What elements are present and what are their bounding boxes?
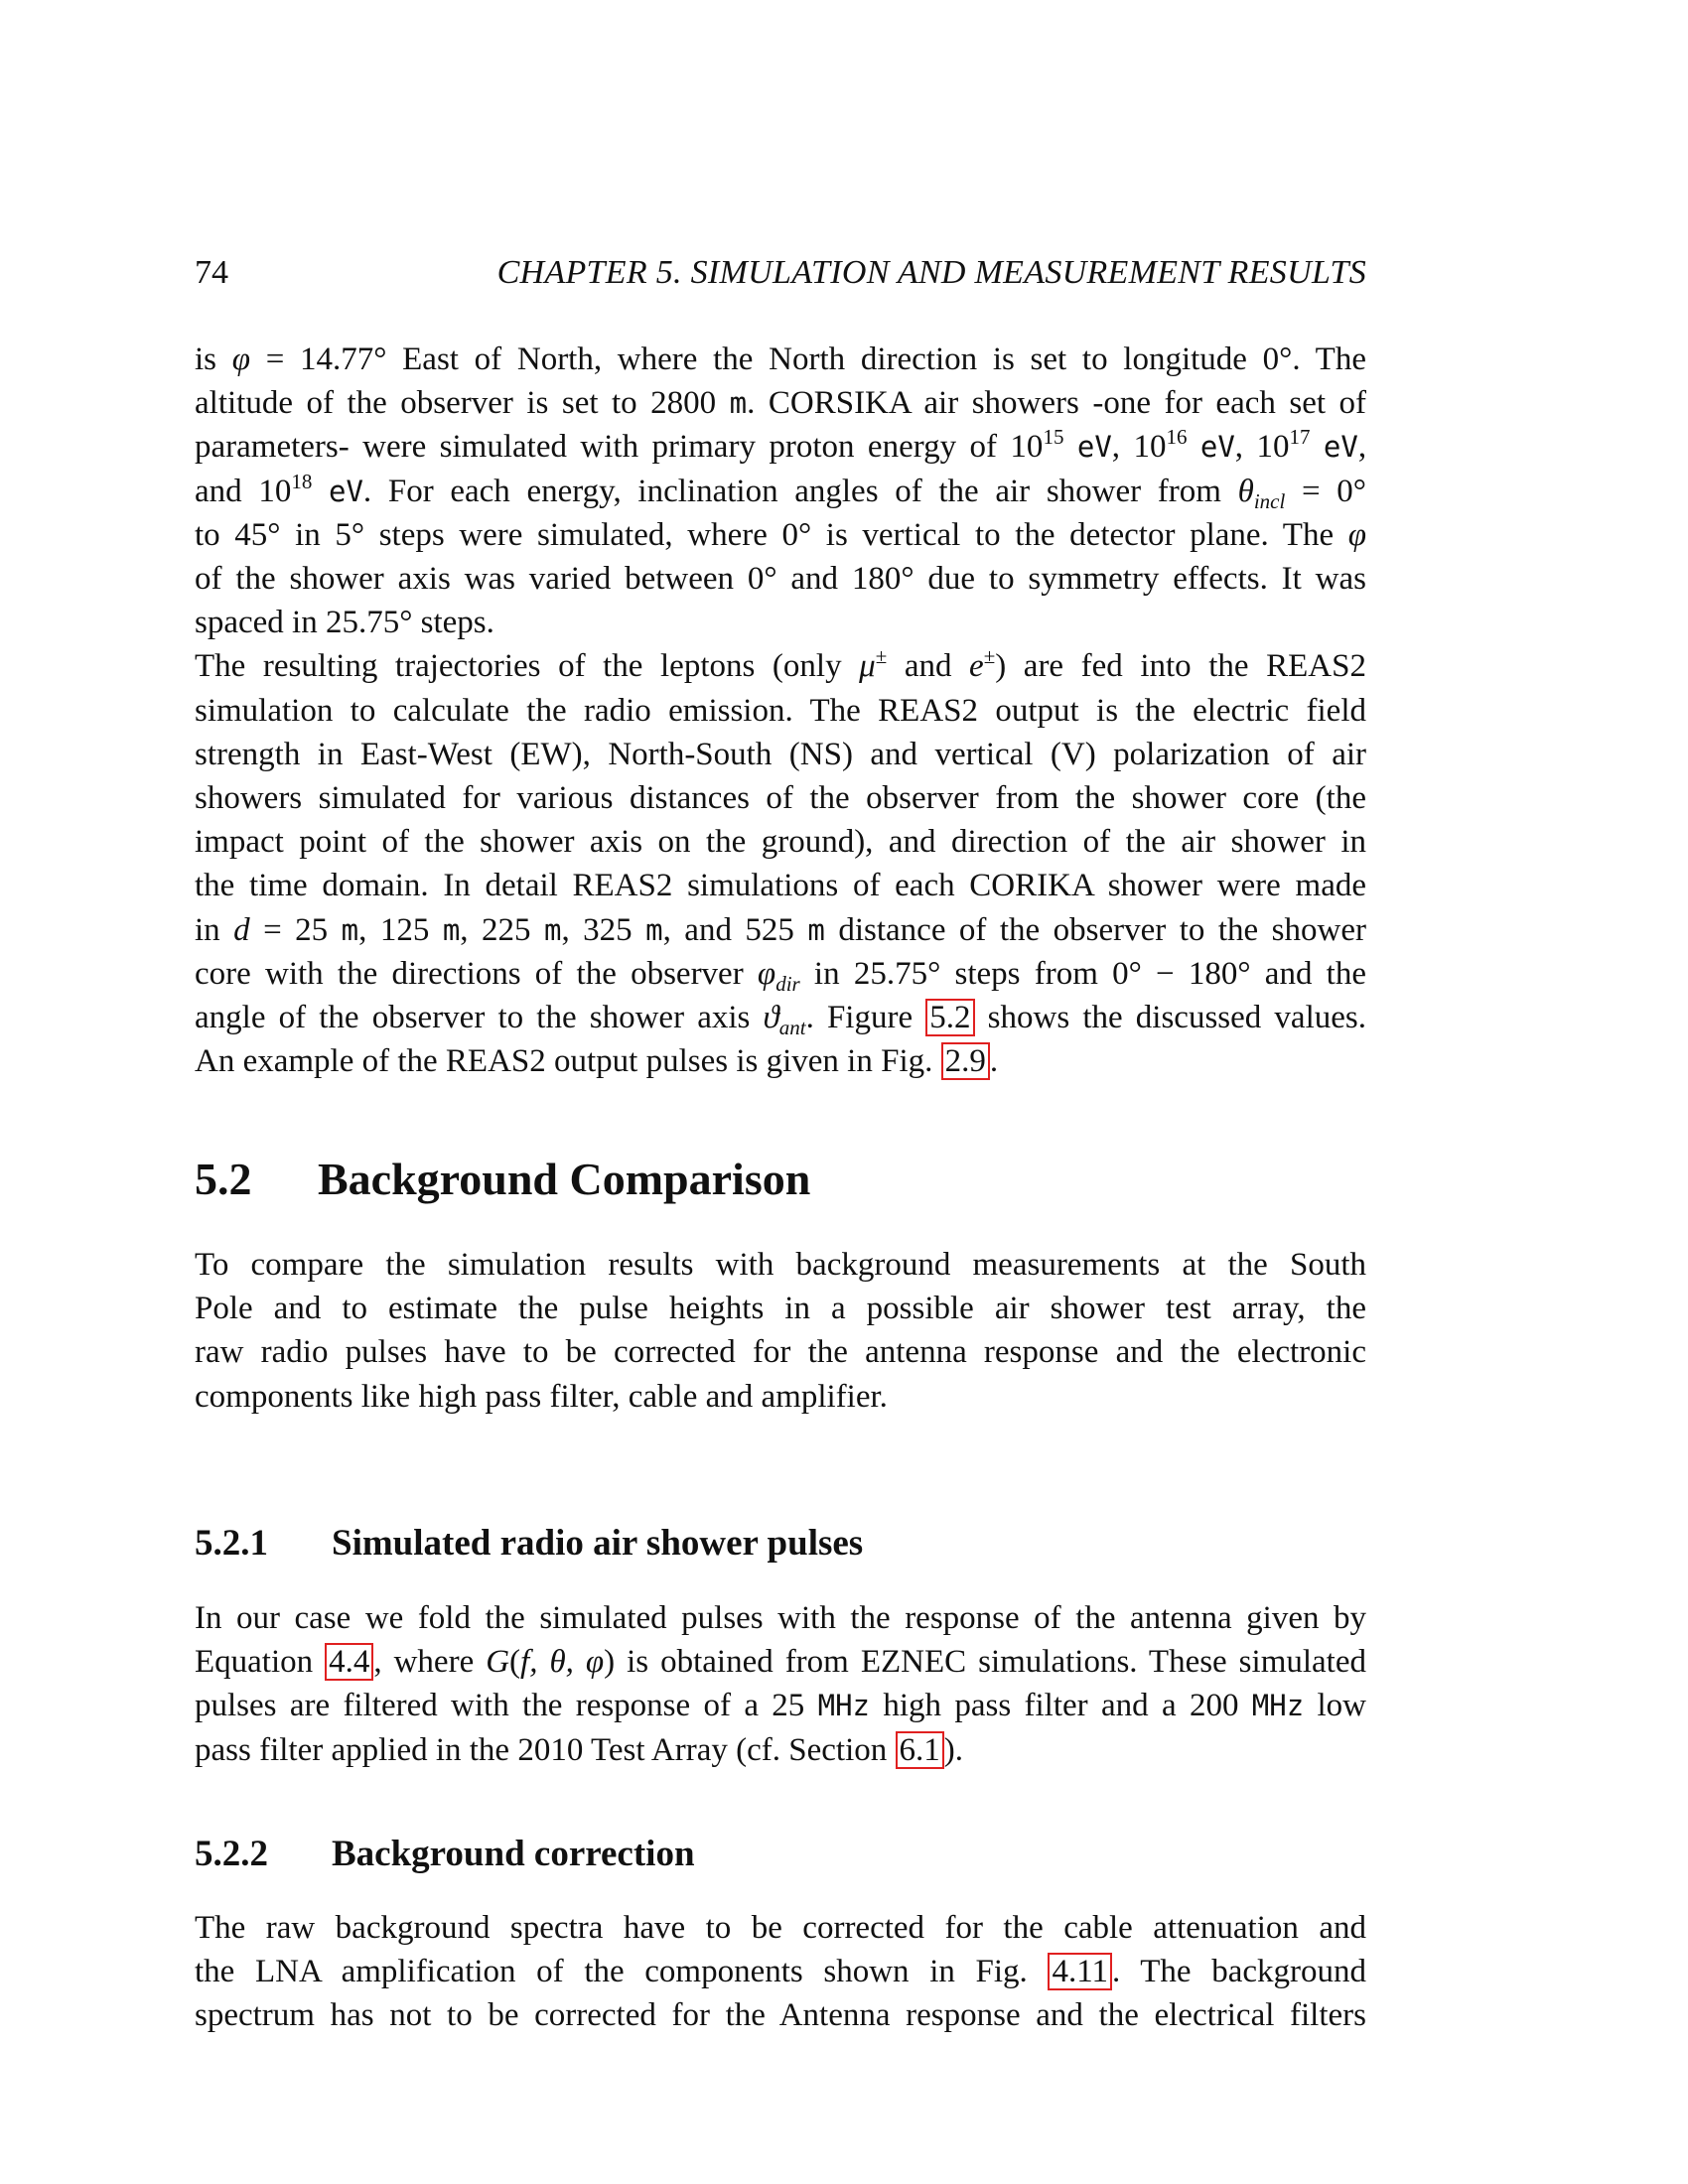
subsection-title: Background correction: [332, 1834, 695, 1874]
subsection-title: Simulated radio air shower pulses: [332, 1523, 864, 1564]
chapter-title: CHAPTER 5. SIMULATION AND MEASUREMENT RESULTS: [496, 254, 1366, 291]
subsection-number: 5.2.2: [195, 1834, 268, 1874]
paragraph-background-correction: The raw background spectra have to be corrected for the cable attenuation and the LNA amplification of the components shown in Fig. 4.11 . The background spectrum has not to be corrected for the Antenna response and the electrical filters: [195, 1910, 1366, 2034]
section-heading-5-2: [195, 1152, 810, 1207]
paragraph-simulated-pulses: In our case we fold the simulated pulses with the response of the antenna given by Equation 4.4 , where G(f, θ, φ) is obtained from EZNEC simulations. These simulated pulses are filtered with the response of a 25 MHz high pass filter and a 200 MHz low pass filter applied in the 2010 Test Array (cf. Section 6.1 ).: [195, 1600, 1367, 1768]
running-header: [195, 253, 1366, 293]
equation-4-4-link[interactable]: 4.4: [325, 1643, 373, 1681]
section-title: Background Comparison: [318, 1154, 811, 1204]
figure-5-2-link[interactable]: 5.2: [925, 999, 974, 1036]
figure-4-11-link[interactable]: 4.11: [1048, 1953, 1112, 1990]
subsection-heading-5-2-2: [195, 1832, 695, 1877]
paragraph-background-intro: To compare the simulation results with background measurements at the South Pole and to estimate the pulse heights in a possible air shower test array, the raw radio pulses have to be corrected for the antenna response and the electronic components like high pass filter, cable and amplifier.: [195, 1247, 1366, 1415]
page-number: 74: [195, 254, 228, 291]
paragraph-reas2-simulation: The resulting trajectories of the leptons (only μ± and e±) are fed into the REAS2 simulation to calculate the radio emission. The REAS2 output is the electric field strength in East-West (EW), North-South (NS) and vertical (V) polarization of air showers simulated for various distances of the observer from the shower core (the impact point of the shower axis on the ground), and direction of the air shower in the time domain. In detail REAS2 simulations of each CORIKA shower were made in d = 25 m, 125 m, 225 m, 325 m, and 525 m distance of the observer to the shower core with the directions of the observer $\varphi_{dir}$ in 25.75° steps from 0° − 180° and the angle of the observer to the shower axis $ϑ_{ant}$. Figure 5.2 shows the discussed values. An example of the REAS2 output pulses is given in Fig. 2.9 .: [195, 644, 1366, 1080]
section-number: 5.2: [195, 1154, 252, 1204]
figure-2-9-link[interactable]: 2.9: [941, 1042, 990, 1080]
section-6-1-link[interactable]: 6.1: [896, 1731, 944, 1769]
subsection-number: 5.2.1: [195, 1523, 268, 1564]
paragraph-observer-setup: is φ = 14.77° East of North, where the North direction is set to longitude 0°. The altitude of the observer is set to 2800 m. CORSIKA air showers -one for each set of parameters- were simulated with primary proton energy of $10^{15}$ eV, $10^{16}$ eV, $10^{17}$ eV, and $10^{18}$ eV. For each energy, inclination angles of the air shower from $\theta_{incl} = 0^\circ$ to 45° in 5° steps were simulated, where 0° is vertical to the detector plane. The φ of the shower axis was varied between 0° and 180° due to symmetry effects. It was spaced in 25.75° steps.: [195, 341, 1367, 641]
subsection-heading-5-2-1: [195, 1521, 863, 1567]
